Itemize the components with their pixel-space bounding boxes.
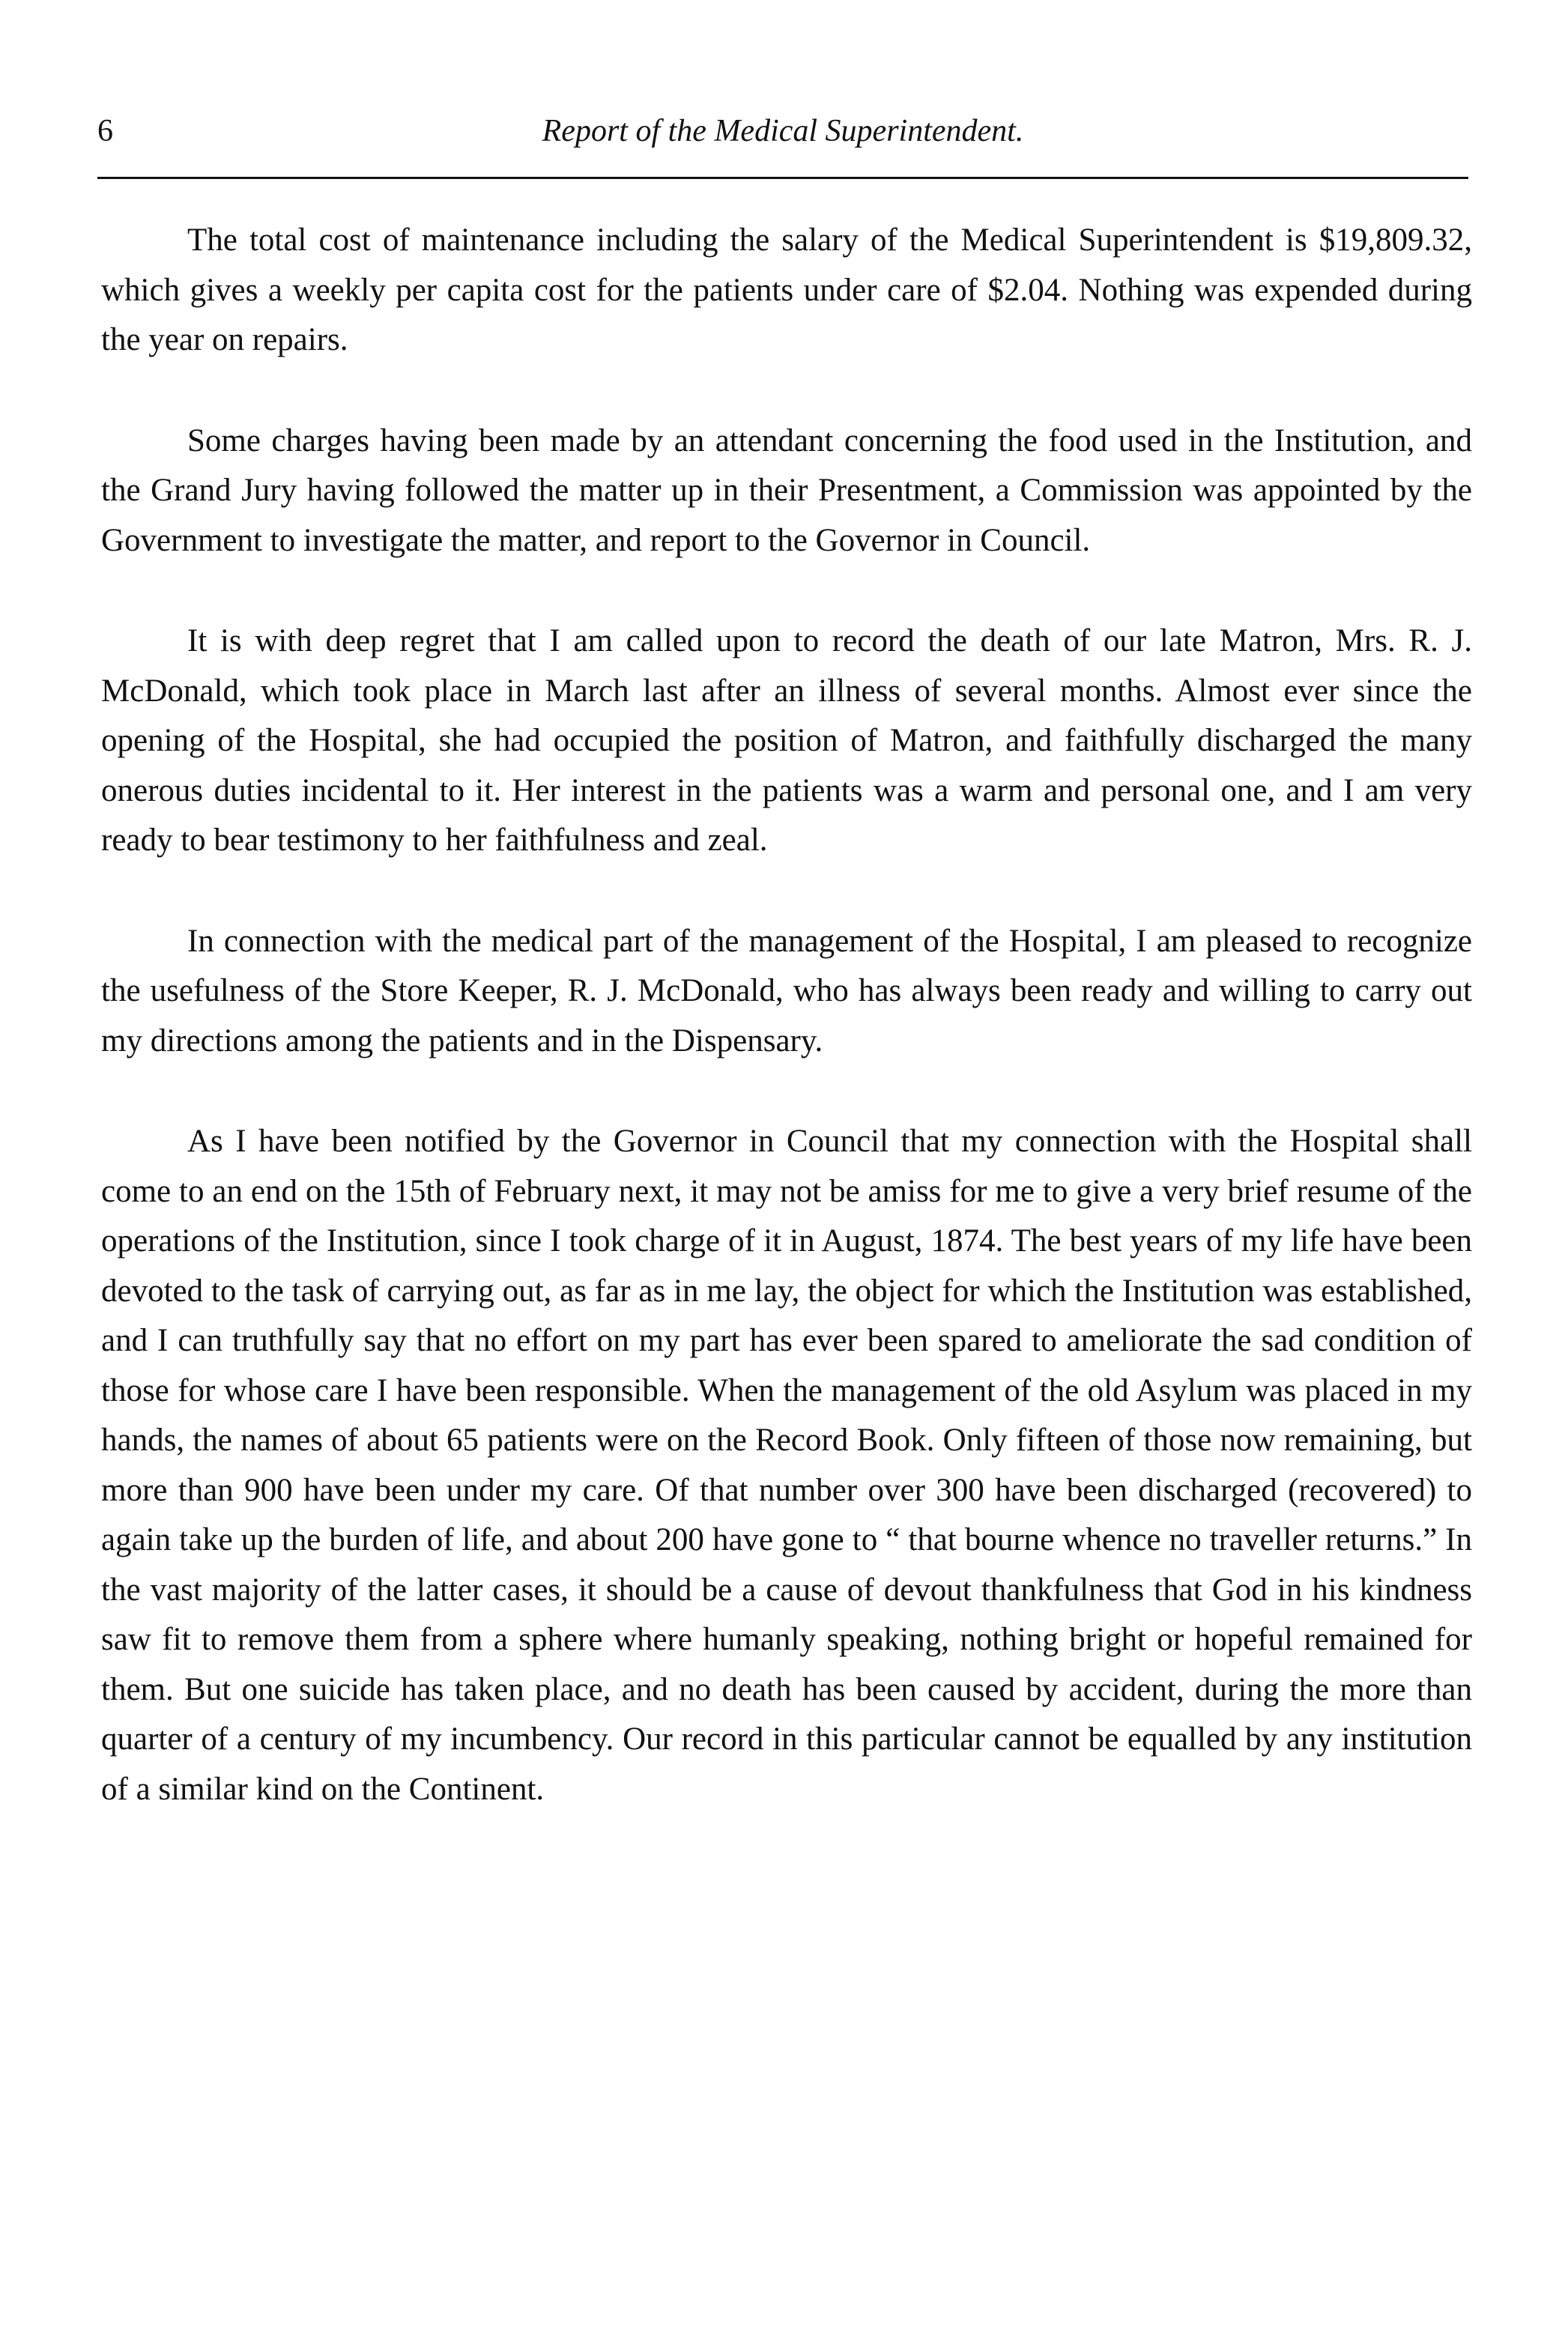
header-rule: [97, 177, 1468, 179]
page-number: 6: [97, 114, 113, 148]
page-header: [97, 109, 1468, 154]
paragraph-maintenance-cost: The total cost of maintenance including the salary of the Medical Superintendent is $19,809.32, which gives a weekly per capita cost for the patients under care of $2.04. Nothing was expended during the year on repairs.: [101, 222, 1472, 357]
body-text: [101, 216, 1472, 1865]
paragraph-store-keeper: In connection with the medical part of the management of the Hospital, I am pleased to recognize the usefulness of the Store Keeper, R. J. McDonald, who has always been ready and willing to carry out my directions among the patients and in the Dispensary.: [101, 923, 1472, 1059]
paragraph-resume: As I have been notified by the Governor in Council that my connection with the Hospital shall come to an end on the 15th of February next, it may not be amiss for me to give a very brief resume of the operations of the Institution, since I took charge of it in August, 1874. The best years of my life have been devoted to the task of carrying out, as far as in me lay, the object for which the Institution was established, and I can truthfully say that no effort on my part has ever been spared to ameliorate the sad condition of those for whose care I have been responsible. When the management of the old Asylum was placed in my hands, the names of about 65 patients were on the Record Book. Only fifteen of those now remaining, but more than 900 have been under my care. Of that number over 300 have been discharged (recovered) to again take up the burden of life, and about 200 have gone to “ that bourne whence no traveller returns.” In the vast majority of the latter cases, it should be a cause of devout thankfulness that God in his kindness saw fit to remove them from a sphere where humanly speaking, nothing bright or hopeful remained for them. But one suicide has taken place, and no death has been caused by accident, during the more than quarter of a century of my incumbency. Our record in this particular cannot be equalled by any institution of a similar kind on the Continent.: [101, 1124, 1472, 1807]
running-head: Report of the Medical Superintendent.: [542, 114, 1024, 148]
paragraph-commission: Some charges having been made by an attendant concerning the food used in the Institution, and the Grand Jury having followed the matter up in their Presentment, a Commission was appointed by the Government to investigate the matter, and report to the Governor in Council.: [101, 423, 1472, 558]
paragraph-matron-death: It is with deep regret that I am called upon to record the death of our late Matron, Mrs. R. J. McDonald, which took place in March last after an illness of several months. Almost ever since the opening of the Hospital, she had occupied the position of Matron, and faithfully discharged the many onerous duties incidental to it. Her interest in the patients was a warm and personal one, and I am very ready to bear testimony to her faithfulness and zeal.: [101, 623, 1472, 858]
